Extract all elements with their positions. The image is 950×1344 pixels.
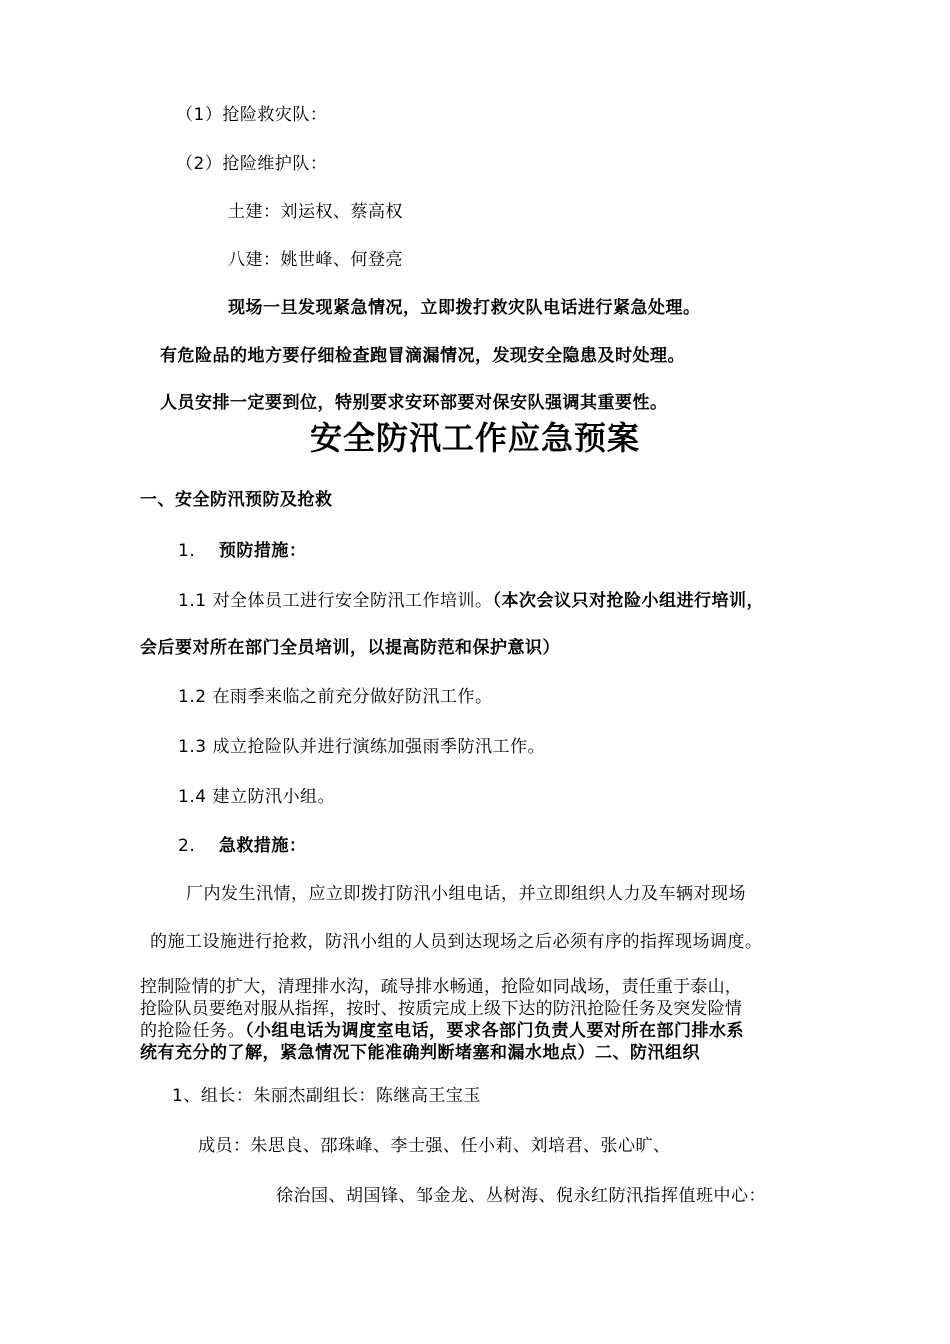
subsection-1-number: 1.: [178, 541, 196, 561]
paragraph-line-2: 的施工设施进行抢救，防汛小组的人员到达现场之后必须有序的指挥现场调度。: [150, 932, 763, 952]
subsection-1-label: 预防措施：: [218, 541, 307, 561]
emergency-note: 现场一旦发现紧急情况，立即拨打救灾队电话进行紧急处理。: [228, 298, 701, 318]
paragraph-line-6: 统有充分的了解，紧急情况下能准确判断堵塞和漏水地点）二、防汛组织: [140, 1043, 700, 1063]
paragraph-line-1: 厂内发生汛情，应立即拨打防汛小组电话，并立即组织人力及车辆对现场: [186, 884, 746, 904]
members-line-1: 成员：朱思良、邵珠峰、李士强、任小莉、刘培君、张心旷、: [198, 1136, 671, 1156]
team-2-line: （2）抢险维护队：: [176, 154, 328, 174]
paragraph-line-3: 控制险情的扩大，清理排水沟，疏导排水畅通，抢险如同战场，责任重于泰山，: [140, 977, 742, 997]
item-1-1-text: 1.1 对全体员工进行安全防汛工作培训。: [178, 591, 493, 611]
subsection-2-heading: [178, 835, 306, 857]
hazard-note: 有危险品的地方要仔细检查跑冒滴漏情况，发现安全隐患及时处理。: [160, 346, 685, 366]
item-1-2: 1.2 在雨季来临之前充分做好防汛工作。: [178, 687, 493, 707]
subsection-1-heading: [178, 540, 306, 562]
item-1-3: 1.3 成立抢险队并进行演练加强雨季防汛工作。: [178, 737, 545, 757]
paragraph-line-5-text: 的抢险任务。: [140, 1021, 245, 1041]
civil-team-line: 土建：刘运权、蔡高权: [228, 202, 403, 222]
subsection-2-label: 急救措施：: [218, 836, 307, 856]
paragraph-line-4: 抢险队员要绝对服从指挥，按时、按质完成上级下达的防汛抢险任务及突发险情: [140, 999, 742, 1019]
subsection-2-number: 2.: [178, 836, 196, 856]
item-1-1: [178, 590, 764, 612]
item-1-4: 1.4 建立防汛小组。: [178, 787, 335, 807]
eighth-team-line: 八建：姚世峰、何登亮: [228, 250, 403, 270]
paragraph-line-5: [140, 1020, 744, 1042]
members-line-2: 徐治国、胡国锋、邹金龙、丛树海、倪永红防汛指挥值班中心：: [276, 1186, 766, 1206]
team-1-line: （1）抢险救灾队：: [176, 105, 328, 125]
section-1-heading: 一、安全防汛预防及抢救: [140, 490, 333, 510]
document-title: 安全防汛工作应急预案: [309, 419, 640, 457]
item-1-1-continuation: 会后要对所在部门全员培训，以提高防范和保护意识）: [140, 638, 560, 658]
staffing-note: 人员安排一定要到位，特别要求安环部要对保安队强调其重要性。: [160, 393, 668, 413]
leader-line: 1、组长：朱丽杰副组长：陈继高王宝玉: [172, 1086, 481, 1106]
item-1-1-note: （本次会议只对抢险小组进行培训，: [492, 591, 764, 611]
paragraph-line-5-note: （小组电话为调度室电话，要求各部门负责人要对所在部门排水系: [245, 1021, 744, 1041]
